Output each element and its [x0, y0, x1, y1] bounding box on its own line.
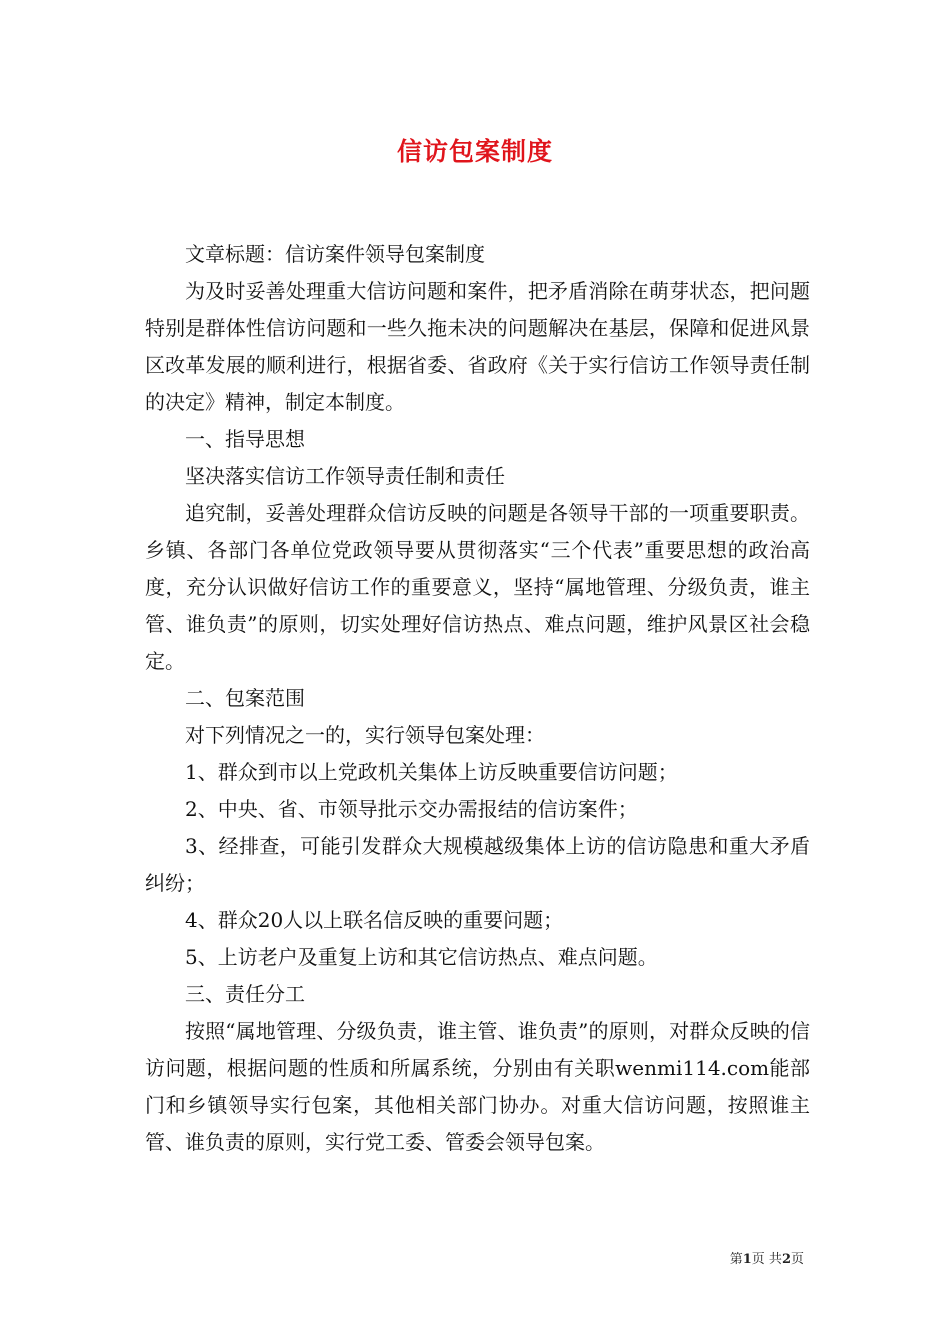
list-item: 3、经排查，可能引发群众大规模越级集体上访的信访隐患和重大矛盾纠纷；: [145, 834, 810, 895]
page-label-suffix: 页: [790, 1252, 804, 1267]
list-item: 5、上访老户及重复上访和其它信访热点、难点问题。: [185, 945, 658, 969]
page-number: [730, 1248, 804, 1267]
section-heading-2: 二、包案范围: [185, 686, 305, 710]
article-title-line: 文章标题：信访案件领导包案制度: [185, 242, 485, 266]
list-item: 2、中央、省、市领导批示交办需报结的信访案件；: [185, 797, 638, 821]
document-title: 信访包案制度: [396, 137, 553, 166]
section-heading-1: 一、指导思想: [185, 427, 305, 451]
current-page: 1: [742, 1252, 752, 1267]
document-body: [145, 236, 810, 1161]
list-item: 1、群众到市以上党政机关集体上访反映重要信访问题；: [185, 760, 678, 784]
page-label-middle: 页 共: [751, 1252, 782, 1267]
paragraph: 坚决落实信访工作领导责任制和责任: [185, 464, 505, 488]
paragraph: 按照“属地管理、分级负责，谁主管、谁负责”的原则，对群众反映的信访问题，根据问题的性质和所属系统，分别由有关职wenmi114.com能部门和乡镇领导实行包案，其他相关部门协办。对重大信访问题，按照谁主管、谁负责的原则，实行党工委、管委会领导包案。: [145, 1019, 810, 1154]
intro-paragraph: 为及时妥善处理重大信访问题和案件，把矛盾消除在萌芽状态，把问题特别是群体性信访问题和一些久拖未决的问题解决在基层，保障和促进风景区改革发展的顺利进行，根据省委、省政府《关于实行信访工作领导责任制的决定》精神，制定本制度。: [145, 279, 810, 414]
paragraph: 对下列情况之一的，实行领导包案处理：: [185, 723, 545, 747]
list-item: 4、群众20人以上联名信反映的重要问题；: [185, 908, 564, 932]
section-heading-3: 三、责任分工: [185, 982, 305, 1006]
paragraph: 追究制，妥善处理群众信访反映的问题是各领导干部的一项重要职责。乡镇、各部门各单位党政领导要从贯彻落实“三个代表”重要思想的政治高度，充分认识做好信访工作的重要意义，坚持“属地管理、分级负责，谁主管、谁负责”的原则，切实处理好信访热点、难点问题，维护风景区社会稳定。: [145, 501, 810, 673]
total-pages: 2: [781, 1252, 791, 1267]
page-label-prefix: 第: [729, 1252, 743, 1267]
